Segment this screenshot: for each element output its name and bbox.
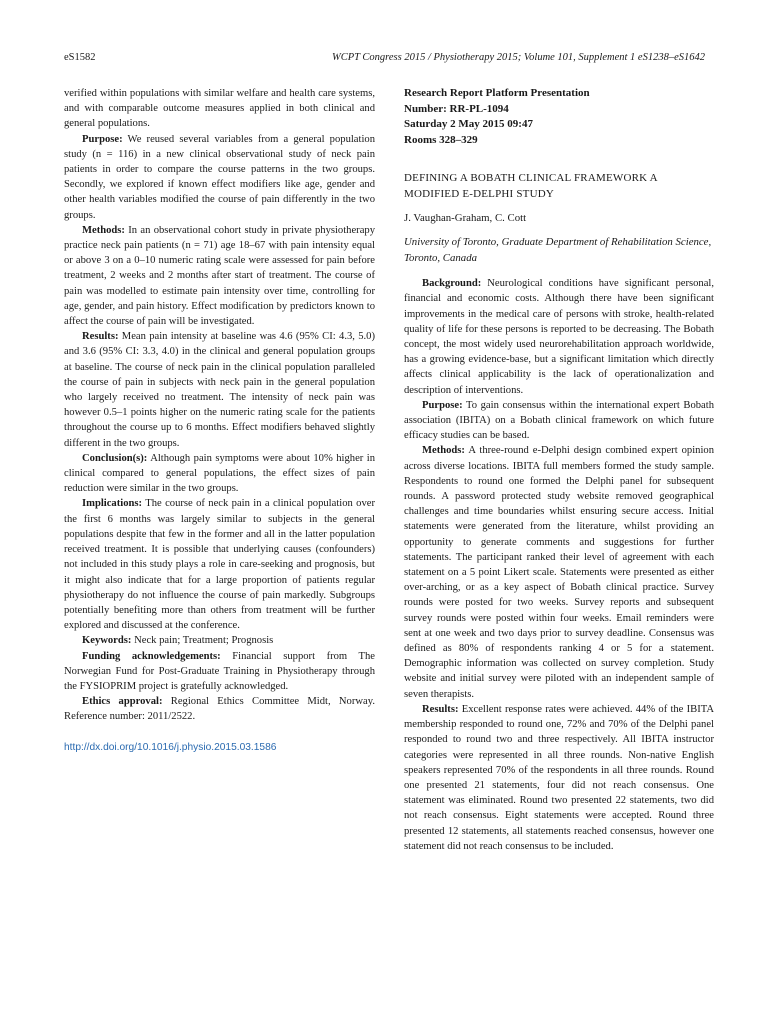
purpose-paragraph-right — [404, 398, 714, 444]
conclusion-label: Conclusion(s): — [82, 452, 148, 464]
results-text-right: Excellent response rates were achieved. 44% of the IBITA membership responded to round one, 72% and 70% of the Delphi panel responded to round two and three respectively. All IBITA instructor categories were represented in all three rounds. Non-native English speakers represented 70% of the respondents in all three rounds. Round one presented 21 statements, four did not reach consensus. One statement was eliminated. Round two presented 22 statements, two did not reach consensus. Eight statements were accepted. Round three presented 12 statements, all statements reached consensus, however one statement did not reach consensus to be included. — [404, 703, 714, 852]
conclusion-paragraph — [64, 451, 375, 497]
left-column — [64, 86, 375, 755]
right-column — [404, 86, 714, 854]
methods-text-right: A three-round e-Delphi design combined expert opinion across diverse locations. IBITA full members formed the study sample. Respondents to round one formed the Delphi panel for subsequent rounds. A password protected study website removed geographical challenges and time boundaries whilst ensuring secure access. Initial statements were generated from the literature, whilst providing an opportunity to generate comments and suggestions for further statements. The participant ranked their level of agreement with each statement on a 5 point Likert scale. Statements were presented as either over-arching, or as a key aspect of Bobath clinical practice. Survey rounds were posted for two weeks. Survey reports and subsequent survey rounds were posted within four weeks. Email reminders were sent at one week and two days prior to survey deadline. Consensus was defined as 80% of respondents ranking 4 or 5 for a statement. Demographic information was collected on survey completion. Study website and initial survey were piloted with an independent sample of seven therapists. — [404, 445, 714, 700]
presentation-date: Saturday 2 May 2015 09:47 — [404, 118, 533, 130]
results-label: Results: — [82, 331, 119, 343]
ethics-label: Ethics approval: — [82, 696, 163, 708]
background-text: Neurological conditions have significant personal, financial and economic costs. Although there have been significant improvements in the medical care of persons with stroke, health-related quality of life for these persons is reported to be decreasing. The Bobath concept, the most widely used neurorehabilitation approach worldwide, has a growing evidence-base, but a significant limitation which directly affects clinical applicability is the lack of operationalization and description of interventions. — [404, 278, 714, 396]
results-label-right: Results: — [422, 703, 459, 715]
doi-link[interactable]: http://dx.doi.org/10.1016/j.physio.2015.03.1586 — [64, 741, 277, 753]
keywords-paragraph — [64, 633, 375, 648]
abstract-authors: J. Vaughan-Graham, C. Cott — [404, 212, 527, 224]
continued-paragraph: verified within populations with similar welfare and health care systems, and with comparable outcome measures applied in both clinical and general populations. — [64, 88, 375, 130]
presentation-meta — [404, 86, 714, 148]
journal-running-title: WCPT Congress 2015 / Physiotherapy 2015; Volume 101, Supplement 1 eS1238–eS1642 — [331, 52, 705, 63]
purpose-text-right: To gain consensus within the international expert Bobath association (IBITA) on a Bobath clinical framework on which future efficacy studies can be based. — [404, 399, 714, 442]
purpose-label: Purpose: — [82, 133, 123, 145]
methods-paragraph-right — [404, 443, 714, 701]
running-header — [64, 52, 705, 68]
implications-text: The course of neck pain in a clinical population over the first 6 months was largely similar to subjects in the general populations despite that few in the former and all in the latter population received treatment. It is possible that underlying causes (confounders) not included in this study plays a role in care-seeking and prognosis, but it might also indicate that for a large proportion of patients regular physiotherapy do not influence the course of pain markedly. Subgroups potentially benefiting more than others from treatment will be further explored and discussed at the conference. — [64, 498, 375, 632]
funding-label: Funding acknowledgements: — [82, 650, 221, 662]
results-text: Mean pain intensity at baseline was 4.6 (95% CI: 4.3, 5.0) and 3.6 (95% CI: 3.3, 4.0) in the clinical and general population groups at baseline. The course of neck pain in the clinical population paralleled the course of pain in subjects with neck pain in the general population who largely received no treatment. The intensity of neck pain was however 0.5–1 points higher on the numeric rating scale for the patients throughout the course up to 6 months. Effect modifiers behaved slightly different in the two groups. — [64, 331, 375, 449]
purpose-text: We reused several variables from a general population study (n = 116) in a new clinical observational study of neck pain patients in order to compare the course patterns in the two groups. Secondly, we explored if known effect modifiers like age, gender and other health variables modified the course of pain differently in the two groups. — [64, 133, 375, 221]
funding-text: Financial support from The Norwegian Fund for Post-Graduate Training in Physiotherapy through the FYSIOPRIM project is gratefully acknowledged. — [64, 650, 375, 692]
methods-label-right: Methods: — [422, 445, 465, 457]
results-paragraph-right — [404, 702, 714, 854]
background-paragraph — [404, 276, 714, 398]
presentation-number: Number: RR-PL-1094 — [404, 102, 509, 115]
purpose-label-right: Purpose: — [422, 399, 463, 411]
keywords-label: Keywords: — [82, 635, 132, 647]
ethics-paragraph — [64, 694, 375, 724]
implications-label: Implications: — [82, 498, 143, 510]
methods-label: Methods: — [82, 224, 125, 236]
methods-paragraph — [64, 223, 375, 329]
presentation-rooms: Rooms 328–329 — [404, 133, 478, 146]
background-label: Background: — [422, 278, 482, 290]
page-number: eS1582 — [64, 52, 96, 63]
abstract-affiliation: University of Toronto, Graduate Department of Rehabilitation Science, Toronto, Canada — [404, 236, 712, 264]
abstract-title: DEFINING A BOBATH CLINICAL FRAMEWORK A MODIFIED E-DELPHI STUDY — [404, 172, 658, 200]
methods-text: In an observational cohort study in private physiotherapy practice neck pain patients (n = 71) age 18–67 with pain intensity equal or above 3 on a 0–10 numeric rating scale were assessed for pain before treatment, 2 weeks and 2 months after start of treatment. The course of pain was modelled to estimate pain intensity over time, controlling for age, gender, and pain history. Effect modification by predictors known to affect the course of pain will be investigated. — [64, 224, 375, 328]
implications-paragraph — [64, 496, 375, 633]
presentation-type: Research Report Platform Presentation — [404, 87, 590, 99]
ethics-text: Regional Ethics Committee Midt, Norway. Reference number: 2011/2522. — [64, 696, 375, 723]
conclusion-text: Although pain symptoms were about 10% higher in clinical compared to general populations, the effect sizes of pain reduction were similar in the two groups. — [64, 452, 375, 495]
purpose-paragraph — [64, 132, 375, 223]
keywords-text: Neck pain; Treatment; Prognosis — [131, 635, 274, 647]
funding-paragraph — [64, 649, 375, 695]
results-paragraph — [64, 329, 375, 451]
